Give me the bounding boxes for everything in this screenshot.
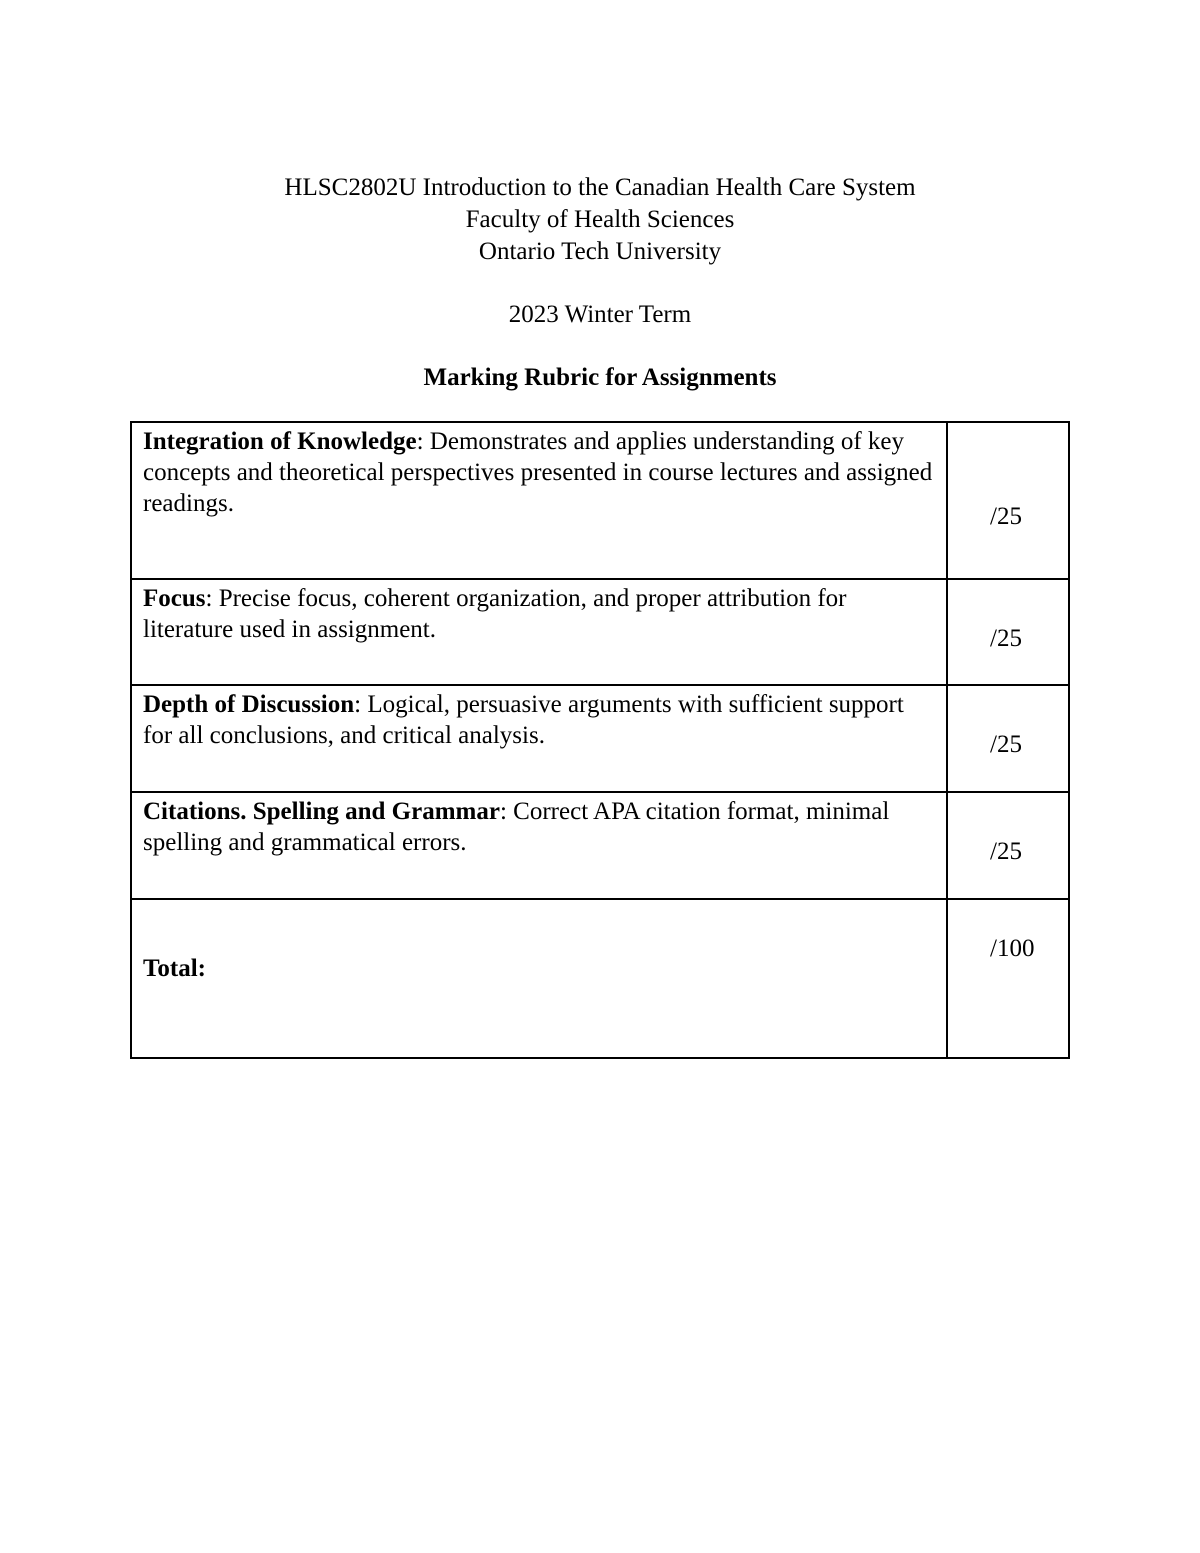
faculty-name: Faculty of Health Sciences <box>465 206 735 233</box>
criterion-cell <box>131 422 947 579</box>
rubric-table <box>130 421 1070 1059</box>
criterion-description: : Correct APA citation format, minimal spelling and grammatical errors. <box>143 798 890 856</box>
score-cell: /25 <box>947 685 1069 792</box>
criterion-description: : Precise focus, coherent organization, and proper attribution for literature used in assignment. <box>143 585 847 643</box>
rubric-row <box>131 685 1069 792</box>
rubric-row <box>131 579 1069 685</box>
total-row <box>131 899 1069 1058</box>
document-header <box>0 172 1200 394</box>
score-cell: /25 <box>947 422 1069 579</box>
criterion-cell <box>131 685 947 792</box>
university-name: Ontario Tech University <box>478 238 722 265</box>
total-label-cell <box>131 899 947 1058</box>
criterion-cell <box>131 792 947 899</box>
course-title: HLSC2802U Introduction to the Canadian Health Care System <box>284 174 916 201</box>
score-cell: /25 <box>947 792 1069 899</box>
criterion-name: Focus <box>143 585 206 612</box>
rubric-row <box>131 792 1069 899</box>
total-score-cell: /100 <box>947 899 1069 1058</box>
criterion-description: : Logical, persuasive arguments with sufficient support for all conclusions, and critical analysis. <box>143 691 904 749</box>
rubric-title: Marking Rubric for Assignments <box>423 364 777 391</box>
criterion-name: Citations. Spelling and Grammar <box>143 798 500 825</box>
score-cell: /25 <box>947 579 1069 685</box>
criterion-cell <box>131 579 947 685</box>
total-label: Total: <box>143 955 206 982</box>
criterion-name: Depth of Discussion <box>143 691 355 718</box>
criterion-name: Integration of Knowledge <box>143 428 417 455</box>
rubric-row <box>131 422 1069 579</box>
criterion-description: : Demonstrates and applies understanding of key concepts and theoretical perspectives presented in course lectures and assigned readings. <box>143 428 933 517</box>
term-label: 2023 Winter Term <box>508 301 692 328</box>
